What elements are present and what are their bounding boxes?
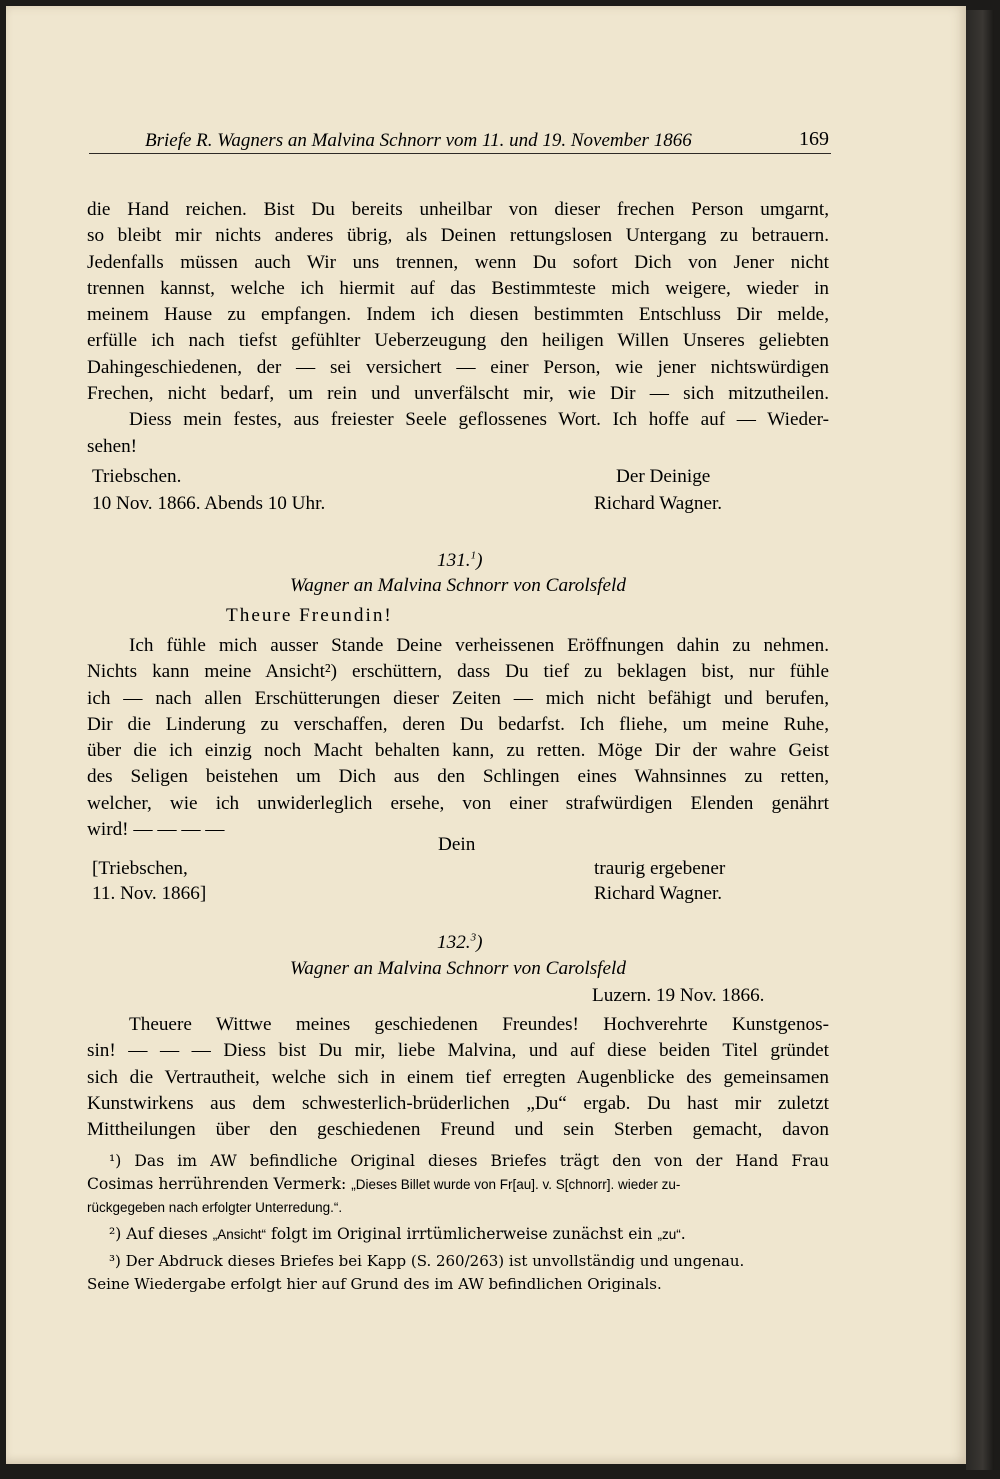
- letter-132-number: 132.$^3$): [437, 931, 483, 953]
- footnote-text: ²) Auf dieses: [109, 1225, 213, 1243]
- letter-number: 131.: [437, 550, 471, 571]
- footnote-text: Cosimas herrührenden Vermerk:: [87, 1175, 352, 1193]
- text-line: Ich fühle mich ausser Stande Deine verheissenen Eröffnungen dahin zu nehmen.: [129, 635, 829, 656]
- text-line: Dahingeschiedenen, der — sei versichert — einer Person, wie jener nichtswürdigen: [87, 356, 829, 378]
- text-line: trennen kannst, welche ich hiermit auf das Bestimmteste mich weigere, wieder in: [87, 277, 829, 299]
- footnote-text: folgt im Original irrtümlicherweise zunächst ein: [265, 1225, 658, 1243]
- letter-131-date: 11. Nov. 1866]: [92, 883, 207, 904]
- text-line: sehen!: [87, 435, 138, 457]
- footnote-ref: 1: [470, 549, 477, 562]
- text-line: welcher, wie ich unwiderleglich ersehe, von einer strafwürdigen Elenden genährt: [87, 792, 829, 814]
- text-line: sich die Vertrautheit, welche sich in einem tief erregten Augenblicke des gemeinsamen: [87, 1066, 829, 1088]
- footnotes: [87, 1150, 829, 1296]
- footnote-2: [87, 1223, 829, 1246]
- footnote-1-line: rückgegeben nach erfolgter Unterredung.“.: [87, 1200, 343, 1215]
- text-line: Mittheilungen über den geschiedenen Freund und sein Sterben gemacht, davon: [87, 1119, 829, 1141]
- text-line: erfülle ich nach tiefst gefühlter Ueberzeugung den heiligen Willen Unseres geliebten: [87, 330, 829, 352]
- book-edge: [966, 10, 994, 1470]
- footnote-ref: 3: [470, 931, 477, 944]
- letter-130-place: Triebschen.: [92, 466, 182, 487]
- footnote-1-line: [87, 1173, 829, 1196]
- letter-132-body: [87, 1012, 829, 1143]
- letter-131-dein: Dein: [438, 834, 476, 855]
- footnote-quote: „zu“: [657, 1227, 681, 1242]
- running-header: [87, 128, 829, 156]
- running-title: Briefe R. Wagners an Malvina Schnorr vom 11. und 19. November 1866: [145, 130, 692, 151]
- text-line: Dir die Linderung zu verschaffen, deren Du bedarfst. Ich fliehe, um meine Ruhe,: [87, 713, 829, 735]
- text-line: des Seligen beistehen um Dich aus den Schlingen eines Wahnsinnes zu retten,: [87, 766, 829, 788]
- text-line: ich — nach allen Erschütterungen dieser Zeiten — mich nicht befähigt und berufen,: [87, 687, 829, 709]
- letter-131-valediction: traurig ergebener: [594, 858, 726, 879]
- text-line: über die ich einzig noch Macht behalten kann, zu retten. Möge Dir der wahre Geist: [87, 740, 829, 762]
- letter-131-heading: Wagner an Malvina Schnorr von Carolsfeld: [290, 575, 626, 596]
- text-line: Theuere Wittwe meines geschiedenen Freundes! Hochverehrte Kunstgenos-: [129, 1014, 829, 1035]
- text-line: so bleibt mir nichts anderes übrig, als Deinen rettungslosen Untergang zu betrauern.: [87, 225, 829, 247]
- letter-130-body: [87, 197, 829, 460]
- letter-131-signature: Richard Wagner.: [594, 883, 723, 904]
- footnote-quote: „Ansicht“: [212, 1227, 266, 1242]
- letter-130-date: 10 Nov. 1866. Abends 10 Uhr.: [92, 493, 326, 514]
- footnote-3-line: ³) Der Abdruck dieses Briefes bei Kapp (S. 260/263) ist unvollständig und ungenau.: [109, 1252, 745, 1270]
- letter-131-number: 131.$^1$): [437, 549, 483, 571]
- text-line: wird! — — — —: [87, 819, 225, 841]
- text-line: sin! — — — Diess bist Du mir, liebe Malvina, und auf diese beiden Titel gründet: [87, 1040, 829, 1062]
- letter-131-place: [Triebschen,: [92, 858, 188, 879]
- letter-130-valediction: Der Deinige: [616, 466, 711, 487]
- letter-number: 132.: [437, 932, 471, 953]
- text-line: Diess mein festes, aus freiester Seele geflossenes Wort. Ich hoffe auf — Wieder-: [129, 409, 829, 431]
- text-line: meinem Hause zu empfangen. Indem ich diesen bestimmten Entschluss Dir melde,: [87, 304, 829, 326]
- letter-131-body: [87, 633, 829, 843]
- letter-130-signature: Richard Wagner.: [594, 493, 723, 514]
- footnote-text: .: [680, 1225, 686, 1243]
- text-line: die Hand reichen. Bist Du bereits unheilbar von dieser frechen Person umgarnt,: [87, 199, 829, 220]
- header-rule: [89, 153, 831, 154]
- footnote-3-line: Seine Wiedergabe erfolgt hier auf Grund des im AW befindlichen Originals.: [87, 1275, 662, 1293]
- text-line: Jedenfalls müssen auch Wir uns trennen, wenn Du sofort Dich von Jener nicht: [87, 251, 829, 273]
- footnote-quote: „Dieses Billet wurde von Fr[au]. v. S[chnorr]. wieder zu-: [351, 1177, 681, 1192]
- text-line: Kunstwirkens aus dem schwesterlich-brüderlichen „Du“ ergab. Du hast mir zuletzt: [87, 1092, 829, 1114]
- page-number: 169: [799, 128, 829, 150]
- letter-132-heading: Wagner an Malvina Schnorr von Carolsfeld: [290, 958, 626, 979]
- text-line: Nichts kann meine Ansicht²) erschüttern, dass Du tief zu beklagen bist, nur fühle: [87, 661, 829, 683]
- letter-131-salutation: Theure Freundin!: [226, 605, 393, 626]
- footnote-1-line: ¹) Das im AW befindliche Original dieses Briefes trägt den von der Hand Frau: [109, 1152, 829, 1170]
- text-line: Frechen, nicht bedarf, um rein und unverfälscht mir, wie Dir — sich mitzutheilen.: [87, 383, 829, 405]
- letter-132-place-date: Luzern. 19 Nov. 1866.: [592, 985, 765, 1006]
